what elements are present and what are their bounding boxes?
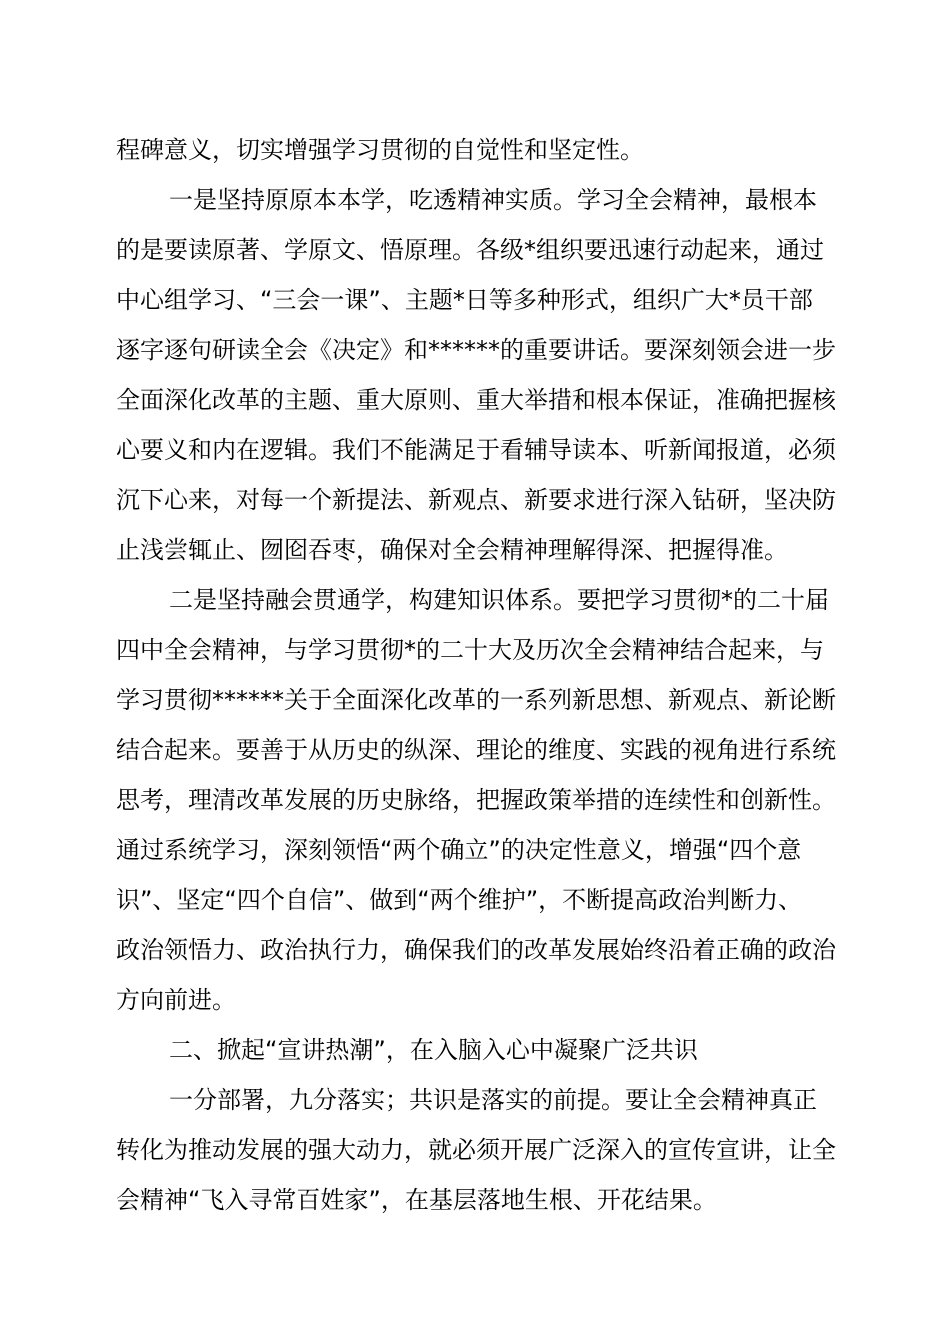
text-line: 沉下心来，对每一个新提法、新观点、新要求进行深入钻研，坚决防 <box>116 486 836 514</box>
text-line: 心要义和内在逻辑。我们不能满足于看辅导读本、听新闻报道，必须 <box>116 436 836 464</box>
text-line: 转化为推动发展的强大动力，就必须开展广泛深入的宣传宣讲，让全 <box>116 1136 836 1164</box>
text-line: 识”、坚定“四个自信”、做到“两个维护”，不断提高政治判断力、 <box>116 886 803 914</box>
text-line: 四中全会精神，与学习贯彻*的二十大及历次全会精神结合起来，与 <box>116 636 824 664</box>
text-line: 中心组学习、“三会一课”、主题*日等多种形式，组织广大*员干部 <box>116 286 813 314</box>
paragraph-line: 一分部署，九分落实；共识是落实的前提。要让全会精神真正 <box>169 1086 817 1114</box>
section-heading: 二、掀起“宣讲热潮”，在入脑入心中凝聚广泛共识 <box>169 1036 698 1064</box>
text-line: 全面深化改革的主题、重大原则、重大举措和根本保证，准确把握核 <box>116 386 836 414</box>
text-line: 结合起来。要善于从历史的纵深、理论的维度、实践的视角进行系统 <box>116 736 836 764</box>
text-line: 政治领悟力、政治执行力，确保我们的改革发展始终沿着正确的政治 <box>116 936 836 964</box>
text-line: 方向前进。 <box>116 986 236 1014</box>
text-line: 通过系统学习，深刻领悟“两个确立”的决定性意义，增强“四个意 <box>116 836 802 864</box>
text-line: 程碑意义，切实增强学习贯彻的自觉性和坚定性。 <box>116 136 644 164</box>
paragraph-line: 一是坚持原原本本学，吃透精神实质。学习全会精神，最根本 <box>169 186 817 214</box>
text-line: 逐字逐句研读全会《决定》和******的重要讲话。要深刻领会进一步 <box>116 336 836 364</box>
text-line: 会精神“飞入寻常百姓家”，在基层落地生根、开花结果。 <box>116 1186 717 1214</box>
paragraph-line: 二是坚持融会贯通学，构建知识体系。要把学习贯彻*的二十届 <box>169 586 829 614</box>
text-line: 止浅尝辄止、囫囵吞枣，确保对全会精神理解得深、把握得准。 <box>116 536 788 564</box>
text-line: 的是要读原著、学原文、悟原理。各级*组织要迅速行动起来，通过 <box>116 236 824 264</box>
text-line: 学习贯彻******关于全面深化改革的一系列新思想、新观点、新论断 <box>116 686 836 714</box>
text-line: 思考，理清改革发展的历史脉络，把握政策举措的连续性和创新性。 <box>116 786 836 814</box>
